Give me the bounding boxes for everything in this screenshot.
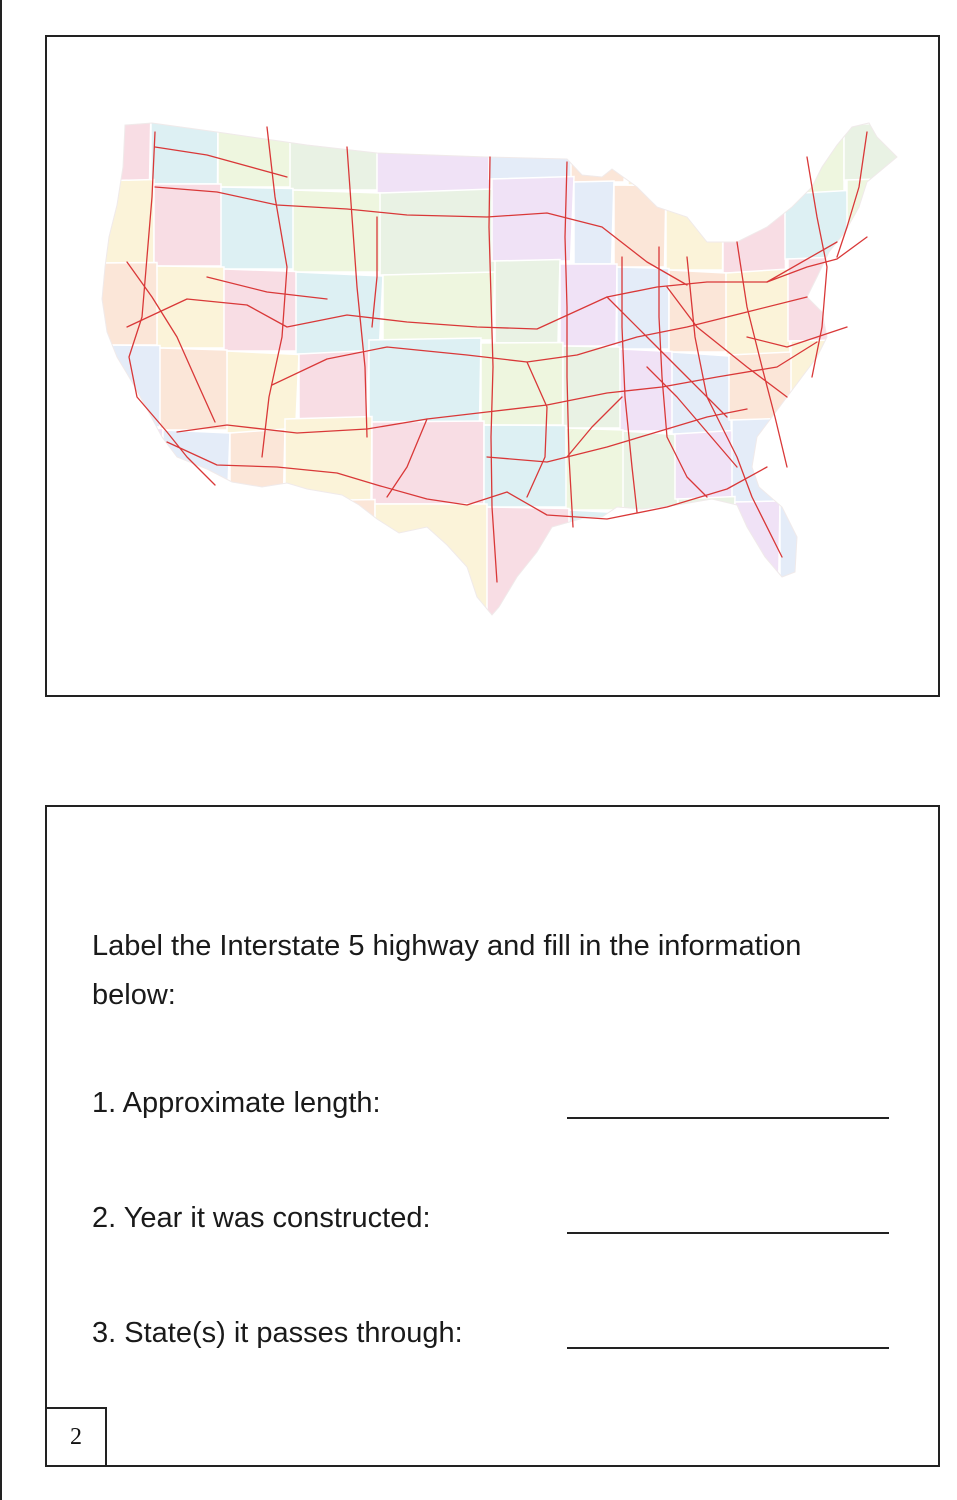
state-region: [106, 427, 163, 509]
state-region: [495, 260, 560, 344]
state-region: [97, 180, 154, 264]
state-region: [678, 497, 735, 622]
state-region: [224, 269, 300, 351]
state-region: [484, 425, 567, 507]
state-region: [372, 421, 484, 504]
state-region: [735, 501, 780, 624]
state-region: [563, 346, 621, 428]
state-region: [489, 121, 575, 180]
state-region: [628, 113, 680, 186]
answer-line-year[interactable]: [567, 1232, 889, 1234]
state-region: [571, 108, 628, 182]
state-region: [290, 118, 379, 190]
state-region: [723, 191, 786, 273]
worksheet-panel: [45, 805, 940, 1467]
question-states: 3. State(s) it passes through:: [92, 1317, 463, 1349]
state-region: [216, 512, 288, 620]
state-region: [666, 188, 723, 270]
state-region: [842, 508, 904, 630]
state-region: [574, 181, 614, 264]
state-region: [103, 345, 163, 427]
question-year: 2. Year it was constructed:: [92, 1202, 431, 1234]
state-region: [566, 428, 625, 510]
state-region: [149, 512, 216, 634]
state-region: [154, 184, 222, 266]
state-region: [847, 178, 912, 262]
state-region: [839, 426, 901, 508]
state-region: [293, 190, 383, 272]
state-region: [288, 500, 376, 624]
state-region: [794, 423, 839, 506]
state-region: [672, 352, 732, 434]
question-length: 1. Approximate length:: [92, 1087, 381, 1119]
state-region: [380, 189, 496, 275]
page-number: 2: [47, 1407, 107, 1465]
state-region: [782, 122, 844, 194]
state-region: [163, 430, 230, 512]
answer-line-states[interactable]: [567, 1347, 889, 1349]
state-region: [780, 505, 842, 627]
state-region: [569, 510, 630, 632]
map-panel: [45, 35, 940, 697]
state-region: [785, 191, 849, 260]
state-region: [720, 119, 782, 191]
state-region: [853, 344, 915, 426]
state-region: [844, 122, 907, 180]
answer-line-length[interactable]: [567, 1117, 889, 1119]
state-region: [680, 116, 720, 188]
state-region: [492, 177, 574, 262]
state-region: [160, 348, 231, 430]
state-region: [850, 261, 916, 344]
state-region: [218, 115, 291, 187]
page-left-rule: [0, 0, 2, 1500]
state-region: [299, 351, 369, 420]
state-region: [383, 272, 495, 340]
state-region: [617, 267, 669, 349]
state-region: [614, 185, 666, 267]
state-region: [100, 263, 159, 346]
state-region: [221, 187, 295, 269]
state-region: [230, 429, 285, 515]
us-interstate-map-icon: [47, 37, 938, 695]
instruction-text: Label the Interstate 5 highway and fill in the information below:: [92, 930, 802, 1011]
state-region: [375, 504, 489, 626]
state-region: [626, 509, 678, 635]
state-region: [109, 509, 149, 631]
state-region: [157, 266, 227, 348]
